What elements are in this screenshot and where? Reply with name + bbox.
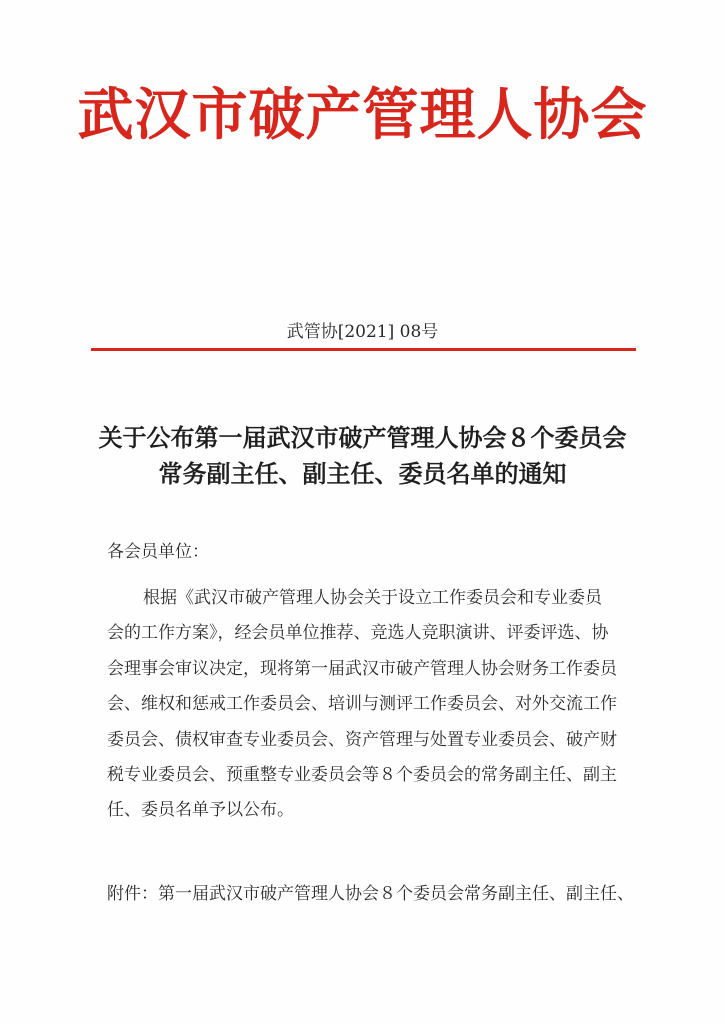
body-line: 会的工作方案》，经会员单位推荐、竞选人竞职演讲、评委评选、协: [107, 623, 609, 644]
notice-title: [0, 420, 725, 492]
salutation: 各会员单位：: [107, 542, 209, 562]
notice-title-line: 常务副主任、副主任、委员名单的通知: [158, 459, 567, 488]
body-line: 会理事会审议决定，现将第一届武汉市破产管理人协会财务工作委员: [107, 658, 617, 679]
body-line: 根据《武汉市破产管理人协会关于设立工作委员会和专业委员: [143, 588, 602, 608]
body-line: 委员会、债权审查专业委员会、资产管理与处置专业委员会、破产财: [107, 729, 617, 750]
body-line: 税专业委员会、预重整专业委员会等８个委员会的常务副主任、副主: [107, 765, 617, 786]
red-divider-line: [91, 348, 636, 351]
notice-title-line: 关于公布第一届武汉市破产管理人协会８个委员会: [98, 423, 627, 452]
document-number: 武管协[2021] 08号: [286, 322, 439, 342]
body-line: 任、委员名单予以公布。: [107, 800, 294, 821]
organization-name-header: 武汉市破产管理人协会: [77, 83, 648, 148]
notice-body: [107, 581, 619, 829]
attachment-note: 附件：第一届武汉市破产管理人协会８个委员会常务副主任、副主任、: [107, 884, 634, 904]
body-line: 会、维权和惩戒工作委员会、培训与测评工作委员会、对外交流工作: [107, 694, 617, 715]
